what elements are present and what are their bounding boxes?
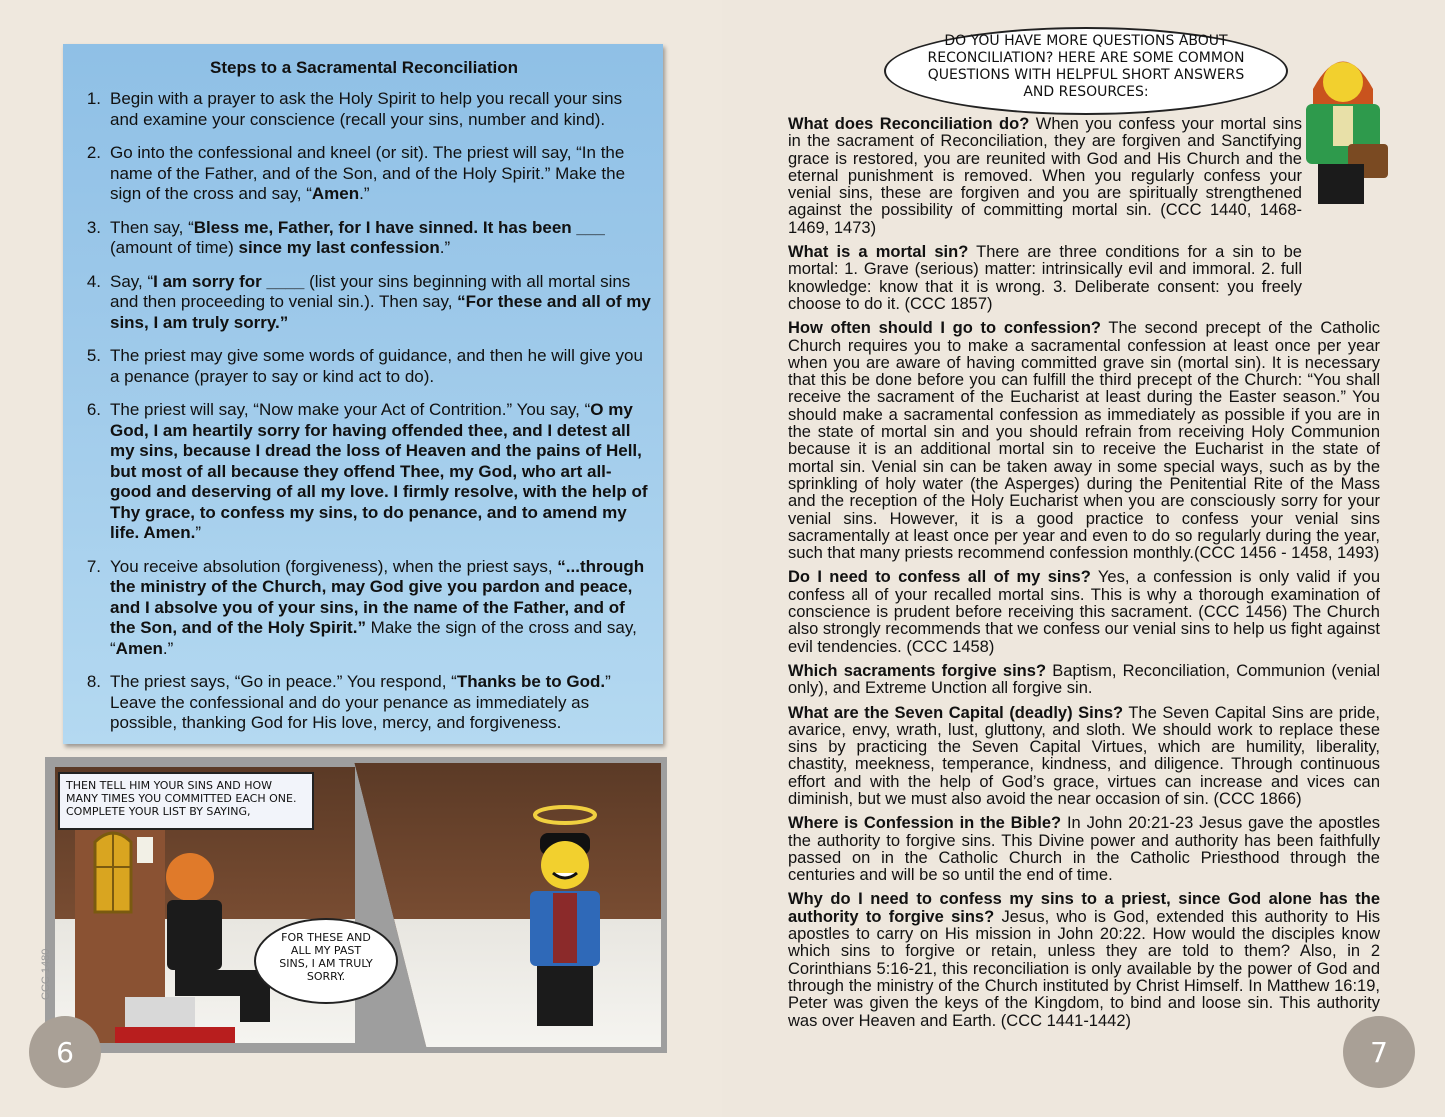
step-text xyxy=(110,272,653,334)
step-number: 5. xyxy=(86,346,101,365)
qa-answer: The Seven Capital Sins are pride, avarice, envy, wrath, lust, gluttony, and sloth. We should work to replace these sins by practicing the Seven Capital Virtues, which are humility, liberality, chastity, meekness, temperance, kindness, and diligence. Through continuous effort and with the help of God’s grace, virtues can increase and vices can diminish, but we must also avoid the near occasion of sin. (CCC 1866) xyxy=(788,703,1380,808)
comic-speech-bubble: FOR THESE AND ALL MY PAST SINS, I AM TRULY SORRY. xyxy=(254,918,398,1004)
steps-title: Steps to a Sacramental Reconciliation xyxy=(210,58,518,77)
step-number: 7. xyxy=(86,556,101,576)
qa-question: How often should I go to confession? xyxy=(788,319,1102,338)
comic-panel-priest xyxy=(335,763,661,1047)
intro-speech-bubble: DO YOU HAVE MORE QUESTIONS ABOUT RECONCILIATION? HERE ARE SOME COMMON QUESTIONS WITH HELPFUL SHORT ANSWERS AND RESOURCES: xyxy=(884,27,1288,115)
qa-answer: There are three conditions for a sin to be mortal: 1. Grave (serious) matter: intrinsically evil and immoral. 2. full knowledge: know that it is wrong. 3. Deliberate consent: you freely choose to do it. (CCC 1857) xyxy=(788,243,1302,313)
qa-paragraph xyxy=(788,116,1302,237)
step-plain-text: .” xyxy=(359,184,370,203)
step-bold-text: “For these and all of my sins, I am truly sorry.” xyxy=(110,292,651,332)
step-number: 6. xyxy=(86,400,101,419)
step-bold-text: Bless me, Father, for I have sinned. It has been ___ xyxy=(193,217,605,237)
step-bold-text: I am sorry for ____ xyxy=(153,271,305,291)
qa-answer: Yes, a confession is only valid if you confess all of your recalled mortal sins. This is why a thorough examination of conscience is prudent before receiving this sacrament. (CCC 1456) The Church also strongly recommends that we confess our venial sins to help us fight against evil tendencies. (CCC 1458) xyxy=(788,568,1380,656)
step-plain-text: Make the sign of the cross and say, “ xyxy=(110,618,637,658)
step-text xyxy=(110,346,653,387)
step-plain-text: Say, “ xyxy=(110,271,154,291)
step-text xyxy=(110,143,653,205)
qa-answer: In John 20:21-23 Jesus gave the apostles the authority to forgive sins. This Divine power and authority has been faithfully passed on in the Catholic Church in the Catholic Priesthood through the centuries and will be so until the end of time. xyxy=(788,814,1381,885)
qa-paragraph xyxy=(788,569,1380,655)
step-text xyxy=(110,557,653,660)
step-text xyxy=(110,672,653,734)
side-reference-label: CCC 1480 xyxy=(40,948,52,1000)
step-plain-text: ” Leave the confessional and do your penance as immediately as possible, thanking God for His love, mercy, and forgiveness. xyxy=(110,672,611,732)
step-bold-text: Thanks be to God. xyxy=(456,672,606,691)
step-item xyxy=(75,218,653,259)
qa-column xyxy=(788,116,1380,1037)
step-plain-text: The priest will say, “Now make your Act of Contrition.” You say, “ xyxy=(110,400,591,419)
step-text xyxy=(110,400,653,544)
step-bold-text: O my God, I am heartily sorry for having offended thee, and I detest all my sins, because I dread the loss of Heaven and the pains of Hell, but most of all because they offend Thee, my God, who art all-good and deserving of all my love. I firmly resolve, with the help of Thy grace, to confess my sins, to do penance, and to amend my life. Amen. xyxy=(110,400,648,542)
step-plain-text: The priest may give some words of guidance, and then he will give you a penance (prayer to say or kind act to do). xyxy=(110,346,643,386)
step-plain-text: .” xyxy=(162,638,174,658)
step-item xyxy=(75,272,653,334)
smiling-figure-illustration xyxy=(485,803,645,1043)
steps-list xyxy=(75,89,653,734)
step-plain-text: ” xyxy=(195,523,202,542)
step-bold-text: “...through the ministry of the Church, may God give you pardon and peace, and I absolve you of your sins, in the name of the Father, and of the Son, and of the Holy Spirit.” xyxy=(110,556,645,637)
step-item xyxy=(75,400,653,544)
qa-paragraph xyxy=(788,815,1380,884)
step-plain-text: (amount of time) xyxy=(110,238,239,257)
qa-question: Do I need to confess all of my sins? xyxy=(788,568,1091,587)
qa-paragraph xyxy=(788,705,1380,809)
qa-question: Which sacraments forgive sins? xyxy=(788,661,1047,680)
step-plain-text: (list your sins beginning with all mortal sins and then proceeding to venial sin.). Then say, xyxy=(110,271,631,311)
qa-question: What are the Seven Capital (deadly) Sins? xyxy=(788,703,1124,722)
step-plain-text: Go into the confessional and kneel (or sit). The priest will say, “In the name of the Father, and of the Son, and of the Holy Spirit.” Make the sign of the cross and say, “ xyxy=(110,143,626,203)
step-bold-text: Amen xyxy=(311,184,360,203)
steps-box xyxy=(63,44,663,744)
qa-answer: Baptism, Reconciliation, Communion (venial only), and Extreme Unction all forgive sin. xyxy=(788,661,1381,698)
step-number: 8. xyxy=(86,672,101,691)
qa-question: Where is Confession in the Bible? xyxy=(788,814,1062,833)
qa-question: What is a mortal sin? xyxy=(788,243,969,262)
step-plain-text: Begin with a prayer to ask the Holy Spirit to help you recall your sins and examine your conscience (recall your sins, number and kind). xyxy=(110,89,623,129)
step-number: 3. xyxy=(86,217,101,237)
step-item xyxy=(75,672,653,734)
step-plain-text: Then say, “ xyxy=(110,217,194,237)
qa-answer: The second precept of the Catholic Church requires you to make a sacramental confession at least once per year when you are aware of having committed grave sin (mortal sin). It is necessary that this be done before you can fulfill the third precept of the Church: “You shall receive the sacrament of the Eucharist at least during the Easter season.” You should make a sacramental confession as immediately as possible if you are in the state of mortal sin and you should refrain from receiving Holy Communion because it is an additional mortal sin to receive the Eucharist in the state of mortal sin. Venial sin can be taken away in some special ways, such as by the sprinkling of holy water (the Asperges) during the Penitential Rite of the Mass and the reception of the Holy Eucharist when you are consciously sorry for your venial sins. However, it is a good practice to confess your venial sins sacramentally at least once per year and even to do so regularly during the year, such that many priests recommend confession monthly.(CCC 1456 - 1458, 1493) xyxy=(788,319,1380,563)
step-item xyxy=(75,346,653,387)
step-number: 1. xyxy=(86,89,101,108)
qa-answer: Jesus, who is God, extended this authority to His apostles to carry on His mission in John 20:22. How would the disciples know which sins to forgive or retain, unless they are told to them? Also, in 2 Corinthians 5:16-21, this reconciliation is only available by the power of God and through the ministry of the Church instituted by Christ Himself. In Matthew 16:19, Peter was given the keys of the Kingdom, to bind and loose sin. This authority was over Heaven and Earth. (CCC 1441-1442) xyxy=(788,907,1380,1030)
step-plain-text: You receive absolution (forgiveness), when the priest says, xyxy=(110,556,558,576)
step-number: 4. xyxy=(86,271,101,291)
comic-caption: THEN TELL HIM YOUR SINS AND HOW MANY TIMES YOU COMMITTED EACH ONE. COMPLETE YOUR LIST BY SAYING, xyxy=(58,772,314,830)
page-number-right: 7 xyxy=(1343,1016,1415,1088)
qa-question: What does Reconciliation do? xyxy=(788,115,1030,133)
step-bold-text: Amen xyxy=(115,638,163,658)
qa-paragraph xyxy=(788,320,1380,562)
qa-question: Why do I need to confess my sins to a priest, since God alone has the authority to forgive sins? xyxy=(788,890,1380,926)
step-text xyxy=(110,89,653,130)
page-number-left: 6 xyxy=(29,1016,101,1088)
step-item xyxy=(75,143,653,205)
step-item xyxy=(75,557,653,660)
step-bold-text: since my last confession xyxy=(238,238,440,257)
step-item xyxy=(75,89,653,130)
step-number: 2. xyxy=(86,143,101,162)
step-plain-text: .” xyxy=(439,238,451,257)
qa-paragraph xyxy=(788,891,1380,1029)
qa-answer: When you confess your mortal sins in the sacrament of Reconciliation, they are forgiven and Sanctifying grace is restored, you are reunited with God and His Church and the eternal punishment is removed. When you regularly confess your venial sins, these are forgiven and you are spiritually strengthened against the possibility of committing mortal sin. (CCC 1440, 1468-1469, 1473) xyxy=(788,115,1303,237)
qa-paragraph xyxy=(788,244,1302,313)
step-plain-text: The priest says, “Go in peace.” You respond, “ xyxy=(110,672,457,691)
qa-paragraph xyxy=(788,663,1380,698)
step-text xyxy=(110,218,653,259)
